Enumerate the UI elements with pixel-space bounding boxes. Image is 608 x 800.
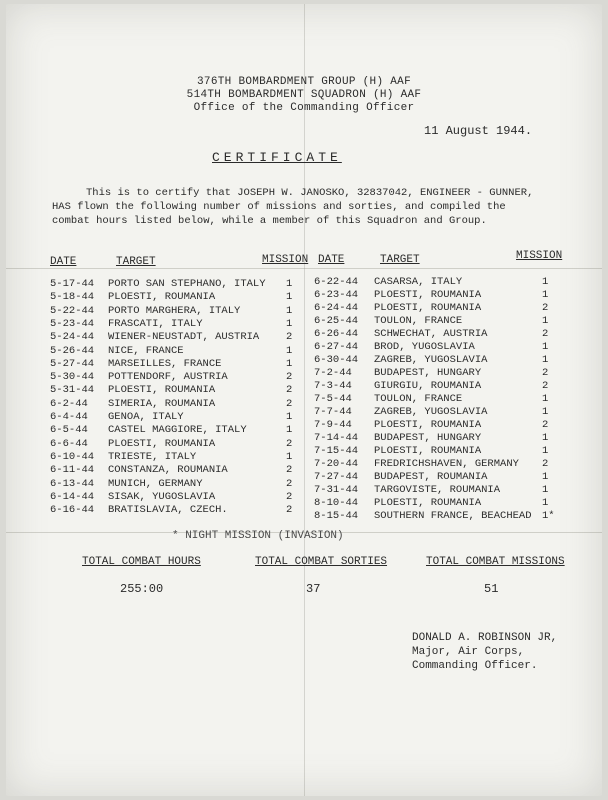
mission-target: MUNICH, GERMANY	[108, 477, 203, 490]
mission-date: 6-13-44	[50, 477, 95, 490]
total-missions-label: TOTAL COMBAT MISSIONS	[426, 556, 565, 568]
total-hours-value: 255:00	[120, 582, 164, 596]
mission-date: 7-31-44	[314, 484, 359, 496]
mission-date: 5-17-44	[50, 278, 95, 290]
total-sorties-label: TOTAL COMBAT SORTIES	[255, 556, 388, 568]
mission-count: 1	[542, 432, 549, 444]
mission-count: 2	[286, 371, 293, 384]
mission-target: PLOESTI, ROUMANIA	[108, 437, 216, 450]
signer-rank: Major, Air Corps,	[412, 646, 525, 658]
mission-count: 1	[542, 471, 549, 483]
mission-date: 6-14-44	[50, 490, 95, 503]
mission-count: 2	[286, 331, 293, 344]
mission-date: 7-9-44	[314, 419, 352, 431]
header-group: 376TH BOMBARDMENT GROUP (H) AAF	[197, 76, 411, 88]
mission-date: 6-16-44	[50, 504, 95, 517]
mission-count: 1	[542, 354, 549, 366]
left-mission-header: MISSION	[262, 254, 309, 266]
mission-count: 2	[542, 367, 549, 379]
mission-date: 5-23-44	[50, 317, 95, 330]
mission-date: 6-24-44	[314, 302, 359, 314]
signer-name: DONALD A. ROBINSON JR,	[412, 632, 558, 644]
mission-date: 5-30-44	[50, 371, 95, 384]
document-date: 11 August 1944.	[424, 124, 533, 138]
mission-date: 5-24-44	[50, 331, 95, 344]
footnote: * NIGHT MISSION (INVASION)	[172, 530, 344, 542]
mission-date: 7-14-44	[314, 432, 359, 444]
mission-target: PLOESTI, ROUMANIA	[108, 291, 216, 304]
header-squadron: 514TH BOMBARDMENT SQUADRON (H) AAF	[186, 89, 422, 101]
mission-date: 5-31-44	[50, 384, 95, 397]
mission-count: 2	[286, 464, 293, 477]
mission-date: 6-11-44	[50, 464, 95, 477]
mission-date: 5-18-44	[50, 291, 95, 304]
mission-count: 2	[286, 384, 293, 397]
mission-count: 2	[542, 419, 549, 431]
mission-target: PLOESTI, ROUMANIA	[374, 289, 482, 301]
mission-target: MARSEILLES, FRANCE	[108, 357, 222, 370]
mission-count: 1	[286, 317, 293, 330]
mission-target: TOULON, FRANCE	[374, 393, 463, 405]
mission-target: BUDAPEST, HUNGARY	[374, 367, 482, 379]
mission-target: TRIESTE, ITALY	[108, 450, 197, 463]
mission-target: CASTEL MAGGIORE, ITALY	[108, 424, 247, 437]
mission-target: SCHWECHAT, AUSTRIA	[374, 328, 488, 340]
intro-line: HAS flown the following number of missions and sorties, and compiled the	[52, 201, 506, 213]
mission-date: 6-22-44	[314, 276, 359, 288]
right-date-header: DATE	[318, 254, 345, 266]
mission-target: FREDRICHSHAVEN, GERMANY	[374, 458, 519, 470]
mission-count: 1	[286, 411, 293, 423]
mission-count: 2	[286, 477, 293, 490]
mission-count: 1	[542, 406, 549, 418]
mission-date: 7-5-44	[314, 393, 352, 405]
certificate-title: CERTIFICATE	[212, 150, 342, 165]
mission-target: ZAGREB, YUGOSLAVIA	[374, 354, 488, 366]
mission-count: 2	[286, 504, 293, 517]
mission-date: 7-15-44	[314, 445, 359, 457]
mission-count: 2	[286, 437, 293, 450]
right-mission-header: MISSION	[516, 250, 563, 262]
right-target-header: TARGET	[380, 254, 420, 266]
mission-date: 5-22-44	[50, 304, 95, 317]
mission-date: 7-27-44	[314, 471, 359, 483]
mission-target: GIURGIU, ROUMANIA	[374, 380, 482, 392]
mission-target: SISAK, YUGOSLAVIA	[108, 490, 216, 503]
total-hours-label: TOTAL COMBAT HOURS	[82, 556, 201, 568]
mission-date: 7-7-44	[314, 406, 352, 418]
mission-target: SOUTHERN FRANCE, BEACHEAD	[374, 510, 532, 522]
left-date-header: DATE	[50, 256, 77, 268]
mission-date: 8-15-44	[314, 510, 359, 522]
mission-date: 8-10-44	[314, 497, 359, 509]
mission-target: PLOESTI, ROUMANIA	[374, 419, 482, 431]
mission-date: 7-20-44	[314, 458, 359, 470]
mission-date: 6-10-44	[50, 450, 95, 463]
mission-count: 1	[542, 445, 549, 457]
mission-target: SIMERIA, ROUMANIA	[108, 397, 216, 410]
mission-count: 1	[286, 357, 293, 370]
mission-date: 7-3-44	[314, 380, 352, 392]
signer-title: Commanding Officer.	[412, 660, 538, 672]
mission-count: 1	[286, 344, 293, 357]
mission-target: TOULON, FRANCE	[374, 315, 463, 327]
mission-date: 6-23-44	[314, 289, 359, 301]
mission-target: GENOA, ITALY	[108, 411, 184, 423]
mission-count: 1	[542, 289, 549, 301]
mission-date: 6-4-44	[50, 411, 88, 423]
mission-count: 2	[542, 380, 549, 392]
mission-count: 2	[542, 302, 549, 314]
mission-date: 6-30-44	[314, 354, 359, 366]
mission-count: 2	[542, 328, 549, 340]
mission-count: 1	[542, 497, 549, 509]
mission-count: 1	[542, 315, 549, 327]
mission-date: 6-26-44	[314, 328, 359, 340]
mission-date: 5-26-44	[50, 344, 95, 357]
mission-count: 1	[542, 341, 549, 353]
mission-target: CASARSA, ITALY	[374, 276, 463, 288]
mission-count: 1	[286, 291, 293, 304]
mission-count: 1	[286, 304, 293, 317]
mission-date: 6-2-44	[50, 397, 88, 410]
mission-target: PLOESTI, ROUMANIA	[374, 302, 482, 314]
mission-count: 1	[286, 450, 293, 463]
mission-target: BUDAPEST, ROUMANIA	[374, 471, 488, 483]
intro-paragraph	[52, 186, 572, 228]
mission-target: BUDAPEST, HUNGARY	[374, 432, 482, 444]
mission-count: 1	[542, 484, 549, 496]
mission-target: PLOESTI, ROUMANIA	[374, 497, 482, 509]
mission-target: BROD, YUGOSLAVIA	[374, 341, 475, 353]
mission-count: 1	[286, 424, 293, 437]
mission-target: CONSTANZA, ROUMANIA	[108, 464, 228, 477]
mission-target: PORTO MARGHERA, ITALY	[108, 304, 241, 317]
total-sorties-value: 37	[306, 582, 321, 596]
mission-target: PORTO SAN STEPHANO, ITALY	[108, 278, 266, 290]
mission-date: 6-6-44	[50, 437, 88, 450]
mission-target: WIENER-NEUSTADT, AUSTRIA	[108, 331, 260, 344]
mission-count: 1*	[542, 510, 555, 522]
mission-target: TARGOVISTE, ROUMANIA	[374, 484, 501, 496]
mission-target: NICE, FRANCE	[108, 344, 184, 357]
mission-date: 6-25-44	[314, 315, 359, 327]
mission-count: 1	[542, 276, 549, 288]
intro-line: combat hours listed below, while a member of this Squadron and Group.	[52, 215, 487, 227]
header-office: Office of the Commanding Officer	[193, 102, 415, 114]
mission-target: POTTENDORF, AUSTRIA	[108, 371, 228, 384]
left-target-header: TARGET	[116, 256, 156, 268]
mission-count: 2	[542, 458, 549, 470]
total-missions-value: 51	[484, 582, 499, 596]
mission-date: 5-27-44	[50, 357, 95, 370]
mission-target: PLOESTI, ROUMANIA	[108, 384, 216, 397]
mission-target: BRATISLAVIA, CZECH.	[108, 504, 228, 517]
fold-crease	[304, 4, 305, 796]
mission-target: FRASCATI, ITALY	[108, 317, 203, 330]
mission-date: 6-27-44	[314, 341, 359, 353]
mission-count: 2	[286, 490, 293, 503]
mission-date: 6-5-44	[50, 424, 88, 437]
mission-count: 1	[542, 393, 549, 405]
mission-target: ZAGREB, YUGOSLAVIA	[374, 406, 488, 418]
mission-date: 7-2-44	[314, 367, 352, 379]
intro-line: This is to certify that JOSEPH W. JANOSKO, 32837042, ENGINEER - GUNNER,	[86, 187, 534, 199]
mission-target: PLOESTI, ROUMANIA	[374, 445, 482, 457]
mission-count: 2	[286, 397, 293, 410]
mission-count: 1	[286, 278, 293, 290]
